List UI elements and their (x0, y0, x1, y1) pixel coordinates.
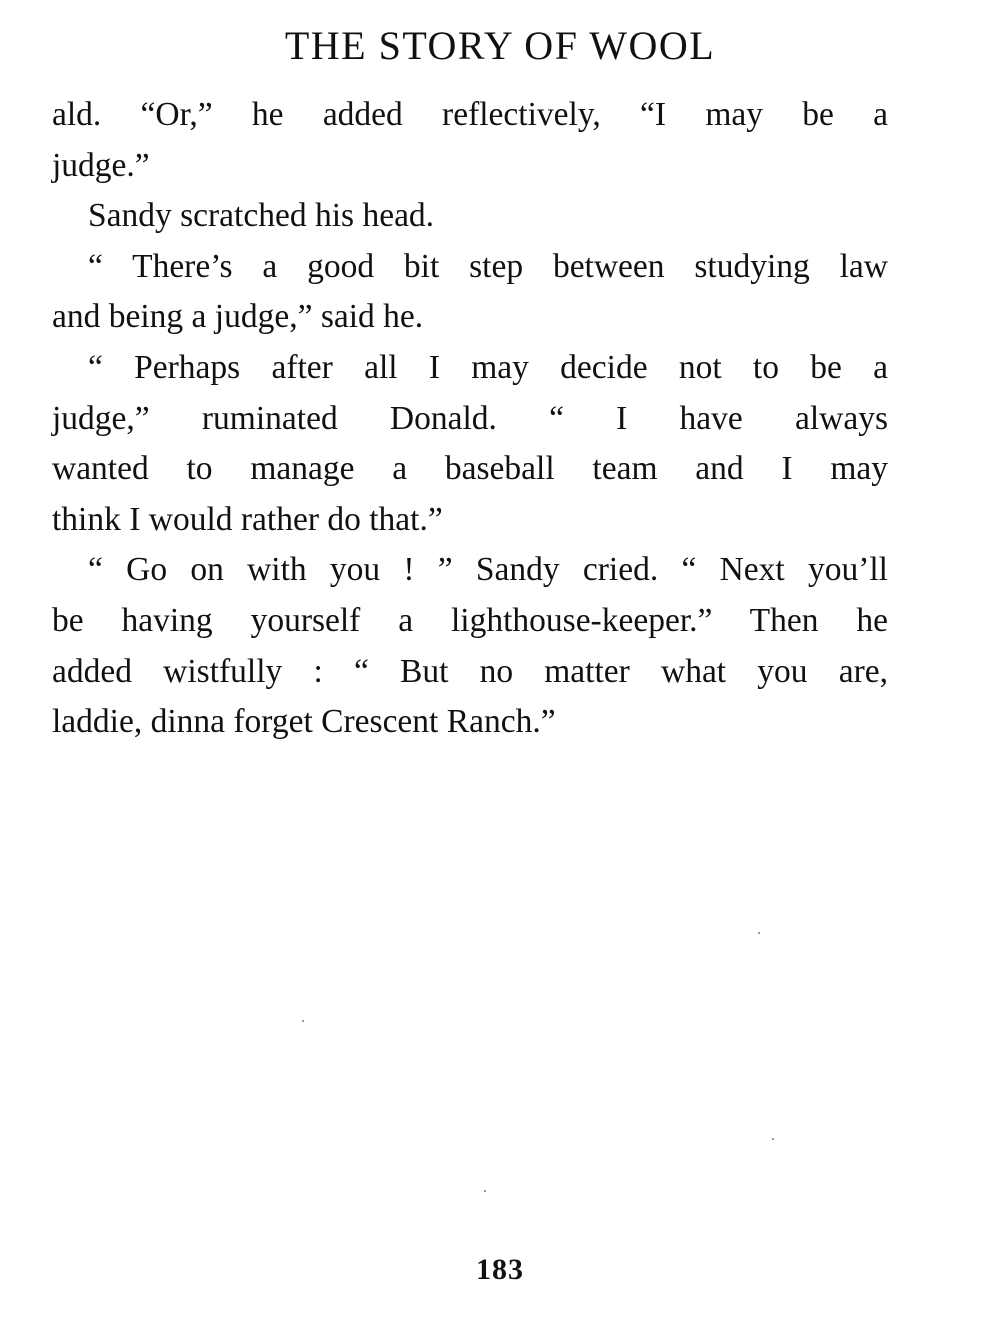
page-number: 183 (476, 1253, 524, 1286)
text-line: “ Go on with you ! ” Sandy cried. “ Next you’ll (88, 551, 888, 589)
text-line: Sandy scratched his head. (88, 197, 435, 235)
text-line: laddie, dinna forget Crescent Ranch.” (52, 703, 556, 741)
text-line: be having yourself a lighthouse-keeper.” Then he (52, 601, 888, 639)
text-line: and being a judge,” said he. (52, 298, 424, 336)
scan-speck (758, 932, 760, 934)
running-head: THE STORY OF WOOL (284, 23, 716, 68)
scan-speck (484, 1190, 486, 1192)
scan-speck (302, 1020, 304, 1022)
text-line: think I would rather do that.” (52, 500, 443, 538)
scan-speck (772, 1138, 774, 1140)
text-line: wanted to manage a baseball team and I may (52, 450, 888, 488)
text-line: added wistfully : “ But no matter what you are, (52, 652, 888, 690)
text-line: judge.” (52, 146, 150, 184)
body-text (52, 90, 888, 748)
text-line: “ There’s a good bit step between studying law (88, 247, 888, 285)
text-line: judge,” ruminated Donald. “ I have always (52, 399, 888, 437)
text-line: ald. “Or,” he added reflectively, “I may be a (52, 96, 888, 133)
text-line: “ Perhaps after all I may decide not to be a (88, 348, 888, 386)
